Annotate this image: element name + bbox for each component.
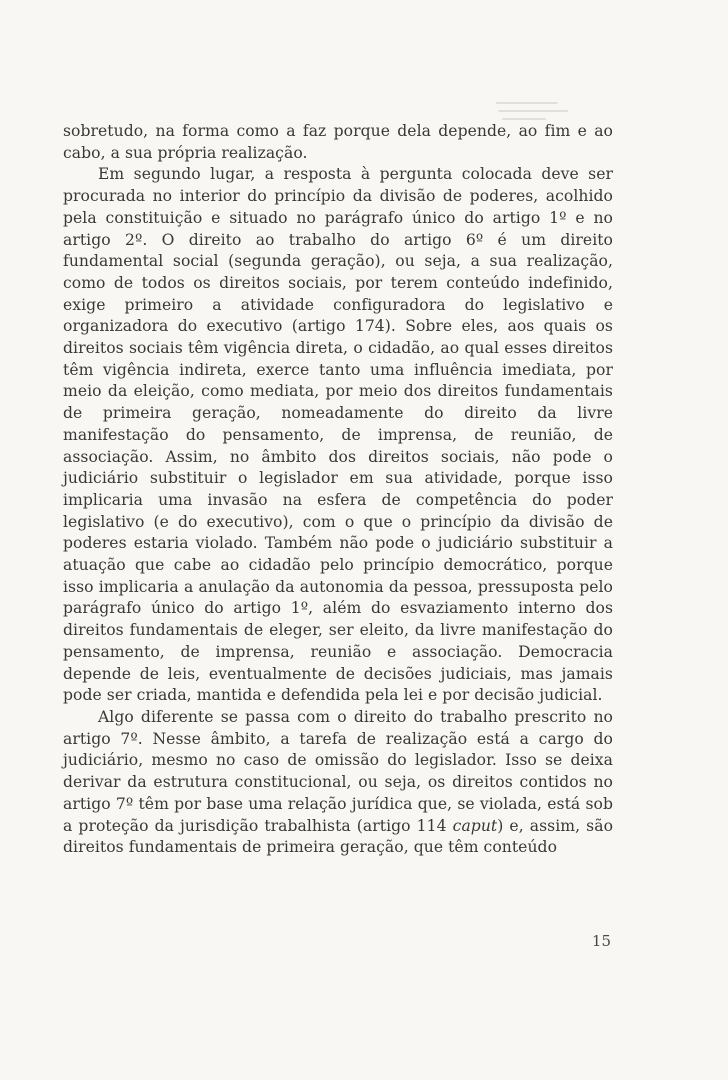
paragraph-3-text-start: Algo diferente se passa com o direito do trabalho prescrito no artigo 7º. Nesse âmbito, a tarefa de realização está a cargo do judiciário, mesmo no caso de omissão do legislador. Isso se deixa derivar da estrutura constitucional, ou seja, os direitos contidos no artigo 7º têm por base uma relação jurídica que, se violada, está sob a proteção da jurisdição trabalhista (artigo 114 (63, 707, 613, 835)
paragraph-3-italic-term: caput (452, 816, 498, 835)
paragraph-2: Em segundo lugar, a resposta à pergunta colocada deve ser procurada no interior do princípio da divisão de poderes, acolhido pela constituição e situado no parágrafo único do artigo 1º e no artigo 2º. O direito ao trabalho do artigo 6º é um direito fundamental social (segunda geração), ou seja, a sua realização, como de todos os direitos sociais, por terem conteúdo indefinido, exige primeiro a atividade configuradora do legislativo e organizadora do executivo (artigo 174). Sobre eles, aos quais os direitos sociais têm vigência direta, o cidadão, ao qual esses direitos têm vigência indireta, exerce tanto uma influência imediata, por meio da eleição, como mediata, por meio dos direitos fundamentais de primeira geração, nomeadamente do direito da livre manifestação do pensamento, de imprensa, de reunião, de associação. Assim, no âmbito dos direitos sociais, não pode o judiciário substituir o legislador em sua atividade, porque isso implicaria uma invasão na esfera de competência do poder legislativo (e do executivo), com o que o princípio da divisão de poderes estaria violado. Também não pode o judiciário substituir a atuação que cabe ao cidadão pelo princípio democrático, porque isso implicaria a anulação da autonomia da pessoa, pressuposta pelo parágrafo único do artigo 1º, além do esvaziamento interno dos direitos fundamentais de eleger, ser eleito, da livre manifestação do pensamento, de imprensa, reunião e associação. Democracia depende de leis, eventualmente de decisões judiciais, mas jamais pode ser criada, mantida e defendida pela lei e por decisão judicial. (63, 165, 613, 705)
paragraph-3-text-end: ) e, assim, são direitos fundamentais de primeira geração, que têm conteúdo (63, 816, 614, 857)
page-number: 15 (591, 932, 611, 950)
paragraph-3 (63, 707, 613, 859)
body-text (63, 121, 613, 859)
paragraph-1: sobretudo, na forma como a faz porque dela depende, ao fim e ao cabo, a sua própria realização. (63, 122, 613, 162)
